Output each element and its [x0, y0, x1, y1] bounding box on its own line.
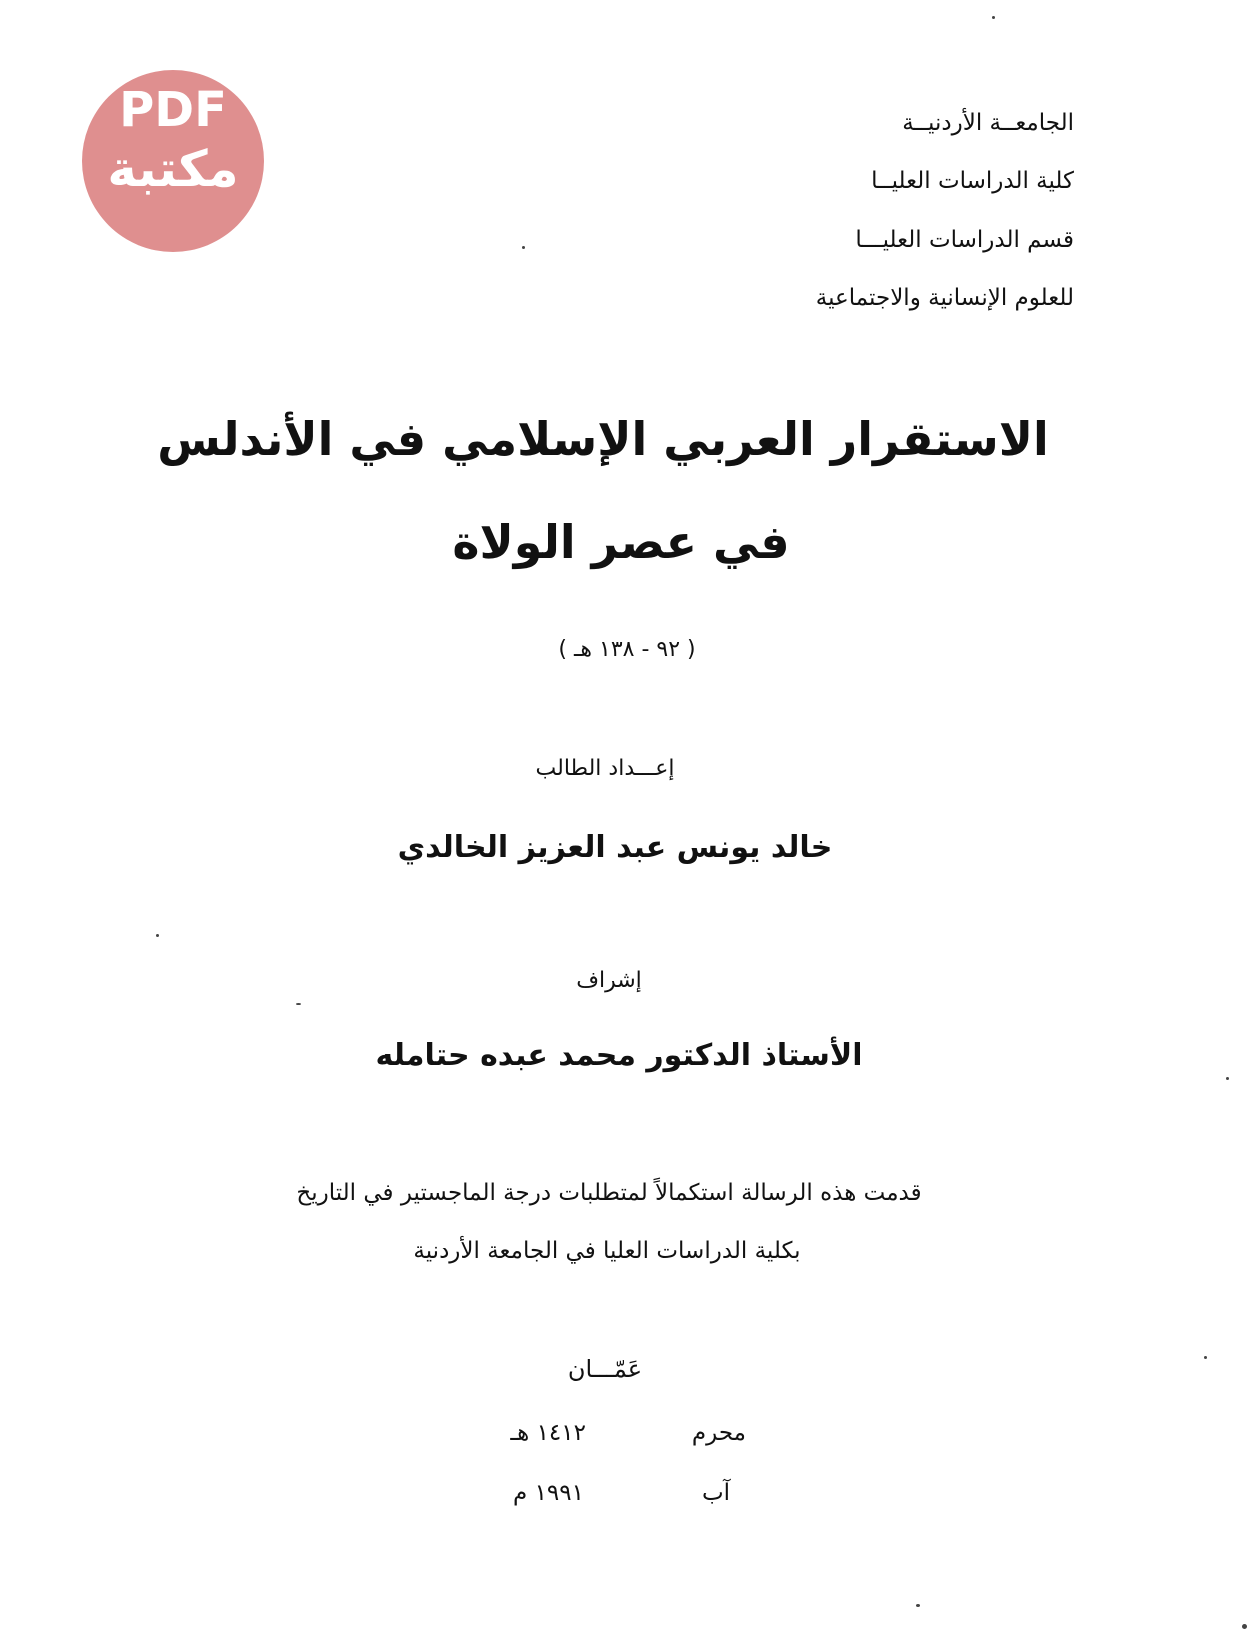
scan-speck: [1204, 1356, 1207, 1359]
logo-pdf-text: PDF: [119, 82, 227, 138]
scan-speck: [992, 16, 995, 19]
scan-speck: [1226, 1077, 1229, 1080]
department-field: للعلوم الإنسانية والاجتماعية: [815, 285, 1074, 311]
scan-speck: [156, 934, 159, 937]
thesis-period: ( ٩٢ - ١٣٨ هـ ): [558, 637, 696, 662]
statement-line-1: قدمت هذه الرسالة استكمالاً لمتطلبات درجة الماجستير في التاريخ: [296, 1180, 922, 1206]
hijri-year: ١٤١٢ هـ: [510, 1420, 586, 1446]
logo-arabic-text: مكتبة: [107, 140, 239, 198]
gregorian-month: آب: [701, 1480, 730, 1506]
thesis-title: الاستقرار العربي الإسلامي في الأندلس: [157, 412, 1049, 466]
statement-line-2: بكلية الدراسات العليا في الجامعة الأردنية: [413, 1238, 801, 1264]
university-name: الجامعــة الأردنيــة: [902, 110, 1074, 136]
thesis-subtitle: في عصر الولاة: [452, 515, 790, 569]
supervisor-label: إشراف: [576, 968, 642, 993]
hijri-month: محرم: [691, 1420, 746, 1446]
scan-speck: [296, 1003, 301, 1005]
gregorian-year: ١٩٩١ م: [513, 1480, 584, 1506]
author-label: إعـــداد الطالب: [535, 756, 675, 781]
pdf-library-logo: [82, 70, 264, 252]
place-name: عَمّـــان: [567, 1355, 643, 1383]
faculty-name: كلية الدراسات العليــا: [871, 168, 1074, 194]
scan-speck: [1242, 1624, 1247, 1629]
scan-speck: [916, 1604, 920, 1607]
supervisor-name: الأستاذ الدكتور محمد عبده حتامله: [375, 1038, 863, 1073]
author-name: خالد يونس عبد العزيز الخالدي: [397, 830, 833, 865]
department-name: قسم الدراسات العليـــا: [855, 227, 1074, 253]
scan-speck: [522, 246, 525, 249]
